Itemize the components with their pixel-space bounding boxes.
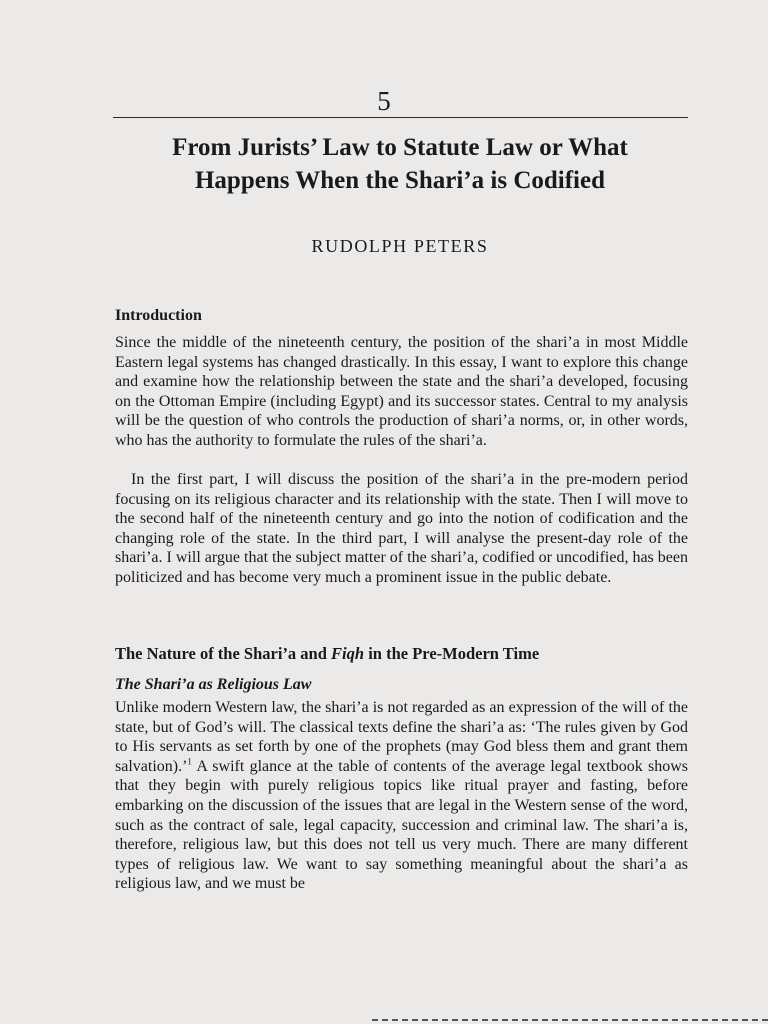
chapter-title	[90, 131, 710, 197]
footnote-reference: 1	[187, 756, 192, 767]
heading-text-fiqh: Fiqh	[331, 644, 365, 663]
paragraph-text-part-2: A swift glance at the table of contents of the average legal textbook shows that they begin with purely religious topics like ritual prayer and fasting, before embarking on the discussion of the issues that are legal in the Western sense of the word, such as the contract of sale, legal capacity, succession and criminal law. The shari’a is, therefore, religious law, but this does not tell us very much. There are many different types of religious law. We want to say something meaningful about the shari’a as religious law, and we must be	[115, 757, 688, 893]
chapter-title-line-1: From Jurists’ Law to Statute Law or What	[172, 134, 628, 161]
heading-text-after: in the Pre-Modern Time	[364, 644, 540, 663]
chapter-number: 5	[377, 86, 391, 116]
introduction-paragraph-2: In the first part, I will discuss the position of the shari’a in the pre-modern period focusing on its religious character and its relationship with the state. Then I will move to the second half of the nineteenth century and go into the notion of codification and the changing role of the state. In the third part, I will analyse the present-day role of the shari’a. I will argue that the subject matter of the shari’a, codified or uncodified, has been politicized and has become very much a prominent issue in the public debate.	[115, 471, 688, 586]
author-name: RUDOLPH PETERS	[311, 236, 489, 256]
subsection-heading-religious-law: The Shari’a as Religious Law	[115, 676, 312, 693]
page-bottom-edge	[372, 1019, 768, 1021]
chapter-title-line-2: Happens When the Shari’a is Codified	[194, 167, 606, 194]
section-heading-introduction: Introduction	[115, 307, 202, 324]
chapter-rule	[113, 117, 688, 118]
heading-text-before: The Nature of the Shari’a and	[115, 644, 332, 663]
section-heading-nature-of-sharia	[115, 644, 539, 664]
religious-law-paragraph	[115, 698, 688, 894]
introduction-paragraph-1: Since the middle of the nineteenth century, the position of the shari’a in most Middle Eastern legal systems has changed drastically. In this essay, I want to explore this change and examine how the relationship between the state and the shari’a developed, focusing on the Ottoman Empire (including Egypt) and its successor states. Central to my analysis will be the question of who controls the production of shari’a norms, or, in other words, who has the authority to formulate the rules of the shari’a.	[115, 334, 688, 449]
paragraph-text-part-1: Unlike modern Western law, the shari’a is not regarded as an expression of the will of the state, but of God’s will. The classical texts define the shari’a as: ‘The rules given by God to His servants as set forth by one of the prophets (may God bless them and grant them salvation).’	[115, 699, 688, 775]
